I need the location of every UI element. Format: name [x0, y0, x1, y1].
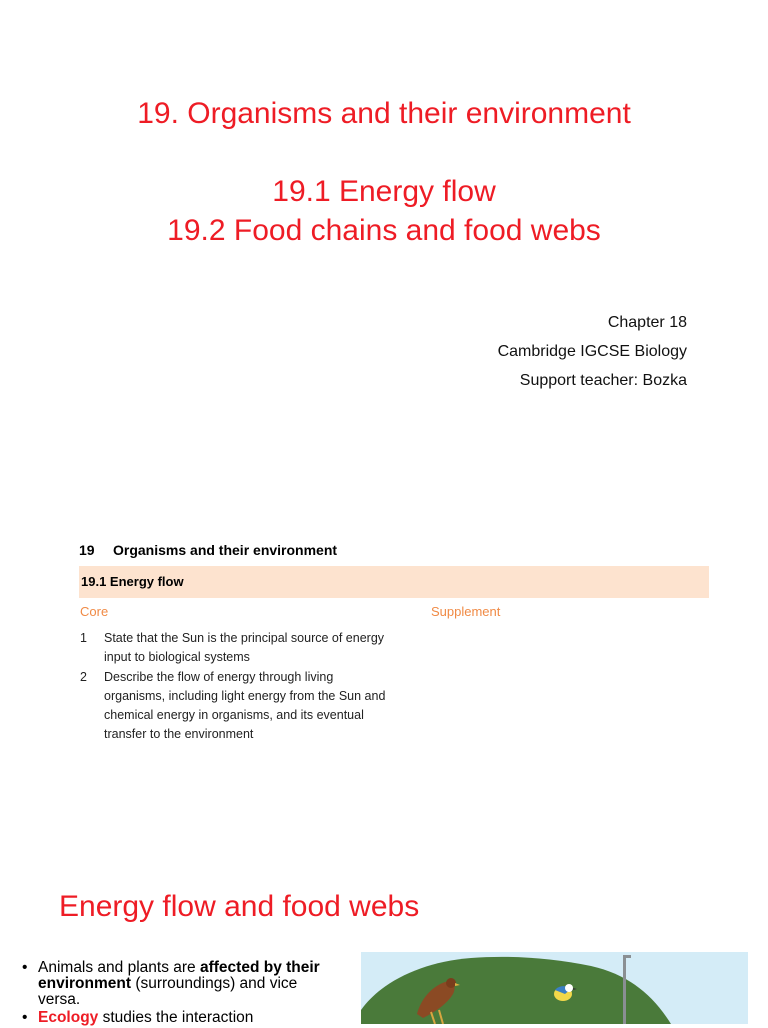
ecosystem-svg [361, 952, 748, 1024]
chapter-label: Chapter 18 [607, 314, 687, 331]
syllabus-chapter-heading [79, 538, 709, 566]
core-objectives [79, 629, 389, 745]
section-heading: Energy flow and food webs [59, 890, 420, 923]
subtitle-food-chains: 19.2 Food chains and food webs [167, 214, 601, 247]
bullet-icon: • [22, 959, 28, 976]
objective-number: 1 [80, 631, 87, 645]
bullet-icon: • [22, 1009, 28, 1026]
syllabus-section-bar: 19.1 Energy flow [79, 566, 709, 598]
syllabus-chapter-number: 19 [79, 542, 95, 558]
pole-top-shape [623, 955, 631, 958]
bullet-text-plain: (surroundings) and vice versa. [38, 975, 298, 1008]
objective-item [79, 629, 389, 667]
pole-shape [623, 956, 626, 1024]
core-column-label: Core [80, 604, 109, 619]
bullet-text-plain: studies the interaction [98, 1009, 254, 1026]
course-label: Cambridge IGCSE Biology [497, 343, 687, 360]
syllabus-excerpt [79, 538, 709, 758]
bullet-list [22, 960, 342, 1028]
main-title: 19. Organisms and their environment [137, 97, 631, 130]
bullet-text-bold: affected by their environment [38, 959, 320, 992]
bullet-text-plain: Animals and plants are [38, 959, 200, 976]
syllabus-chapter-title: Organisms and their environment [113, 542, 338, 558]
teacher-label: Support teacher: Bozka [519, 372, 687, 389]
ecology-keyword: Ecology [38, 1009, 99, 1026]
syllabus-columns [79, 598, 709, 758]
objective-text: State that the Sun is the principal source of energy input to biological systems [104, 631, 385, 664]
objective-number: 2 [80, 670, 87, 684]
ecosystem-illustration [361, 952, 748, 1024]
subtitle-energy-flow: 19.1 Energy flow [272, 175, 496, 208]
bullet-item [22, 960, 342, 1008]
supplement-column-label: Supplement [431, 604, 501, 619]
objective-text: Describe the flow of energy through living organisms, including light energy from the Sun and chemical energy in organisms, and its eventual transfer to the environment [104, 670, 386, 741]
objective-item [79, 668, 389, 744]
credits [498, 308, 687, 395]
